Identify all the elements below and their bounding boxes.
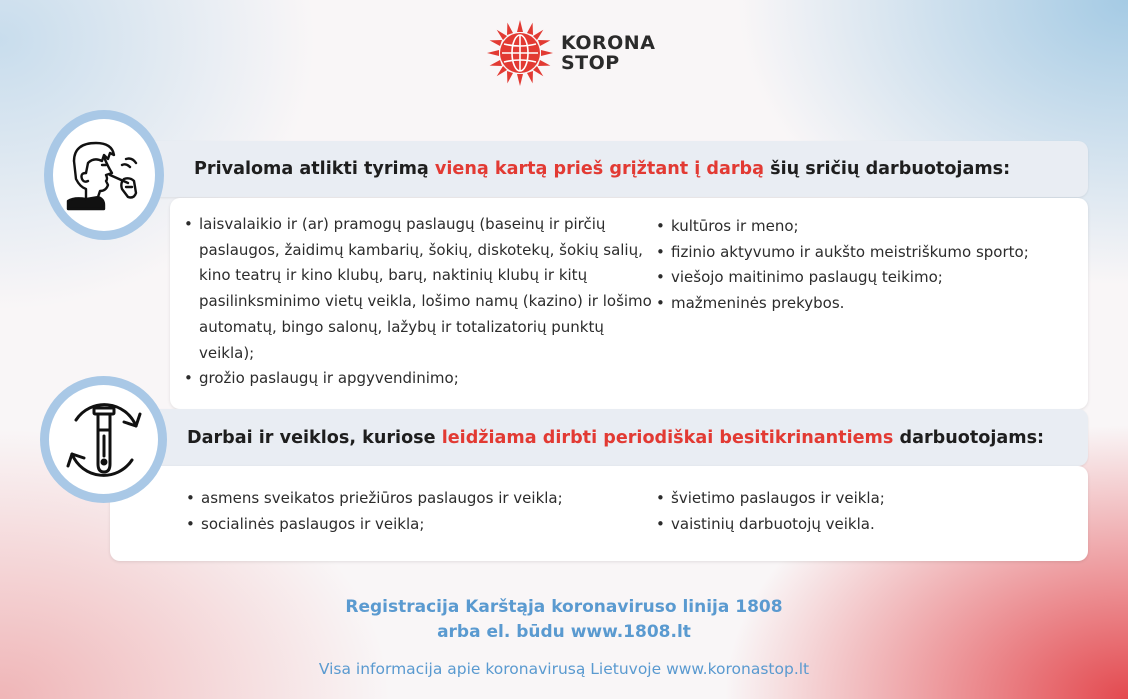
section-2-panel <box>110 466 1088 561</box>
logo-line-2: STOP <box>561 52 620 74</box>
footer-info-line: Visa informacija apie koronavirusą Lietuvoje www.koronastop.lt <box>318 660 810 678</box>
list-item: • vaistinių darbuotojų veikla. <box>656 512 1076 538</box>
footer-website-line: arba el. būdu www.1808.lt <box>437 622 691 642</box>
section-1-heading-bar <box>130 141 1088 197</box>
list-item: • mažmeninės prekybos. <box>656 291 1076 317</box>
list-item: • laisvalaikio ir (ar) pramogų paslaugų (baseinų ir pirčių paslaugos, žaidimų kambarių, šokių, diskotekų, šokių salių, kino teatrų ir kino klubų, barų, naktinių klubų ir kitų pasilinksminimo vietų veikla, lošimo namų (kazino) ir lošimo automatų, bingo salonų, lažybų ir totalizatorių punktų veikla); <box>184 212 654 366</box>
section-1-panel <box>170 198 1088 409</box>
list-item: • socialinės paslaugos ir veikla; <box>186 512 656 538</box>
section-1-icon-badge <box>44 110 164 240</box>
virus-globe-icon <box>485 18 555 88</box>
list-item: • viešojo maitinimo paslaugų teikimo; <box>656 265 1076 291</box>
heading-1-highlight: vieną kartą prieš grįžtant į darbą <box>434 159 765 179</box>
section-2-icon-badge <box>40 376 167 503</box>
logo-line-1: KORONA <box>561 32 656 54</box>
footer-registration-line: Registracija Karštąja koronaviruso linija 1808 <box>345 597 783 617</box>
list-item: • fizinio aktyvumo ir aukšto meistriškumo sporto; <box>656 240 1076 266</box>
section-1-heading <box>194 159 1010 179</box>
heading-2-pre: Darbai ir veiklos, kuriose <box>187 427 442 448</box>
list-item: • kultūros ir meno; <box>656 214 1076 240</box>
heading-2-post: darbuotojams: <box>893 427 1045 448</box>
nasal-swab-test-icon <box>64 135 144 215</box>
list-item: • grožio paslaugų ir apgyvendinimo; <box>184 366 654 392</box>
koronastop-logo <box>485 18 655 88</box>
section-1-column-1 <box>184 212 654 392</box>
section-1-column-2 <box>656 214 1076 316</box>
section-2-column-2 <box>656 486 1076 537</box>
section-2-heading <box>187 428 1044 448</box>
section-2-column-1 <box>186 486 656 537</box>
list-item: • asmens sveikatos priežiūros paslaugos ir veikla; <box>186 486 656 512</box>
test-tube-cycle-icon <box>54 390 154 490</box>
section-2-heading-bar <box>130 409 1088 466</box>
logo-wordmark <box>561 33 655 73</box>
heading-2-highlight: leidžiama dirbti periodiškai besitikrinantiems <box>441 427 894 448</box>
heading-1-pre: Privaloma atlikti tyrimą <box>194 159 435 179</box>
list-item: • švietimo paslaugos ir veikla; <box>656 486 1076 512</box>
heading-1-post: šių sričių darbuotojams: <box>764 159 1011 179</box>
